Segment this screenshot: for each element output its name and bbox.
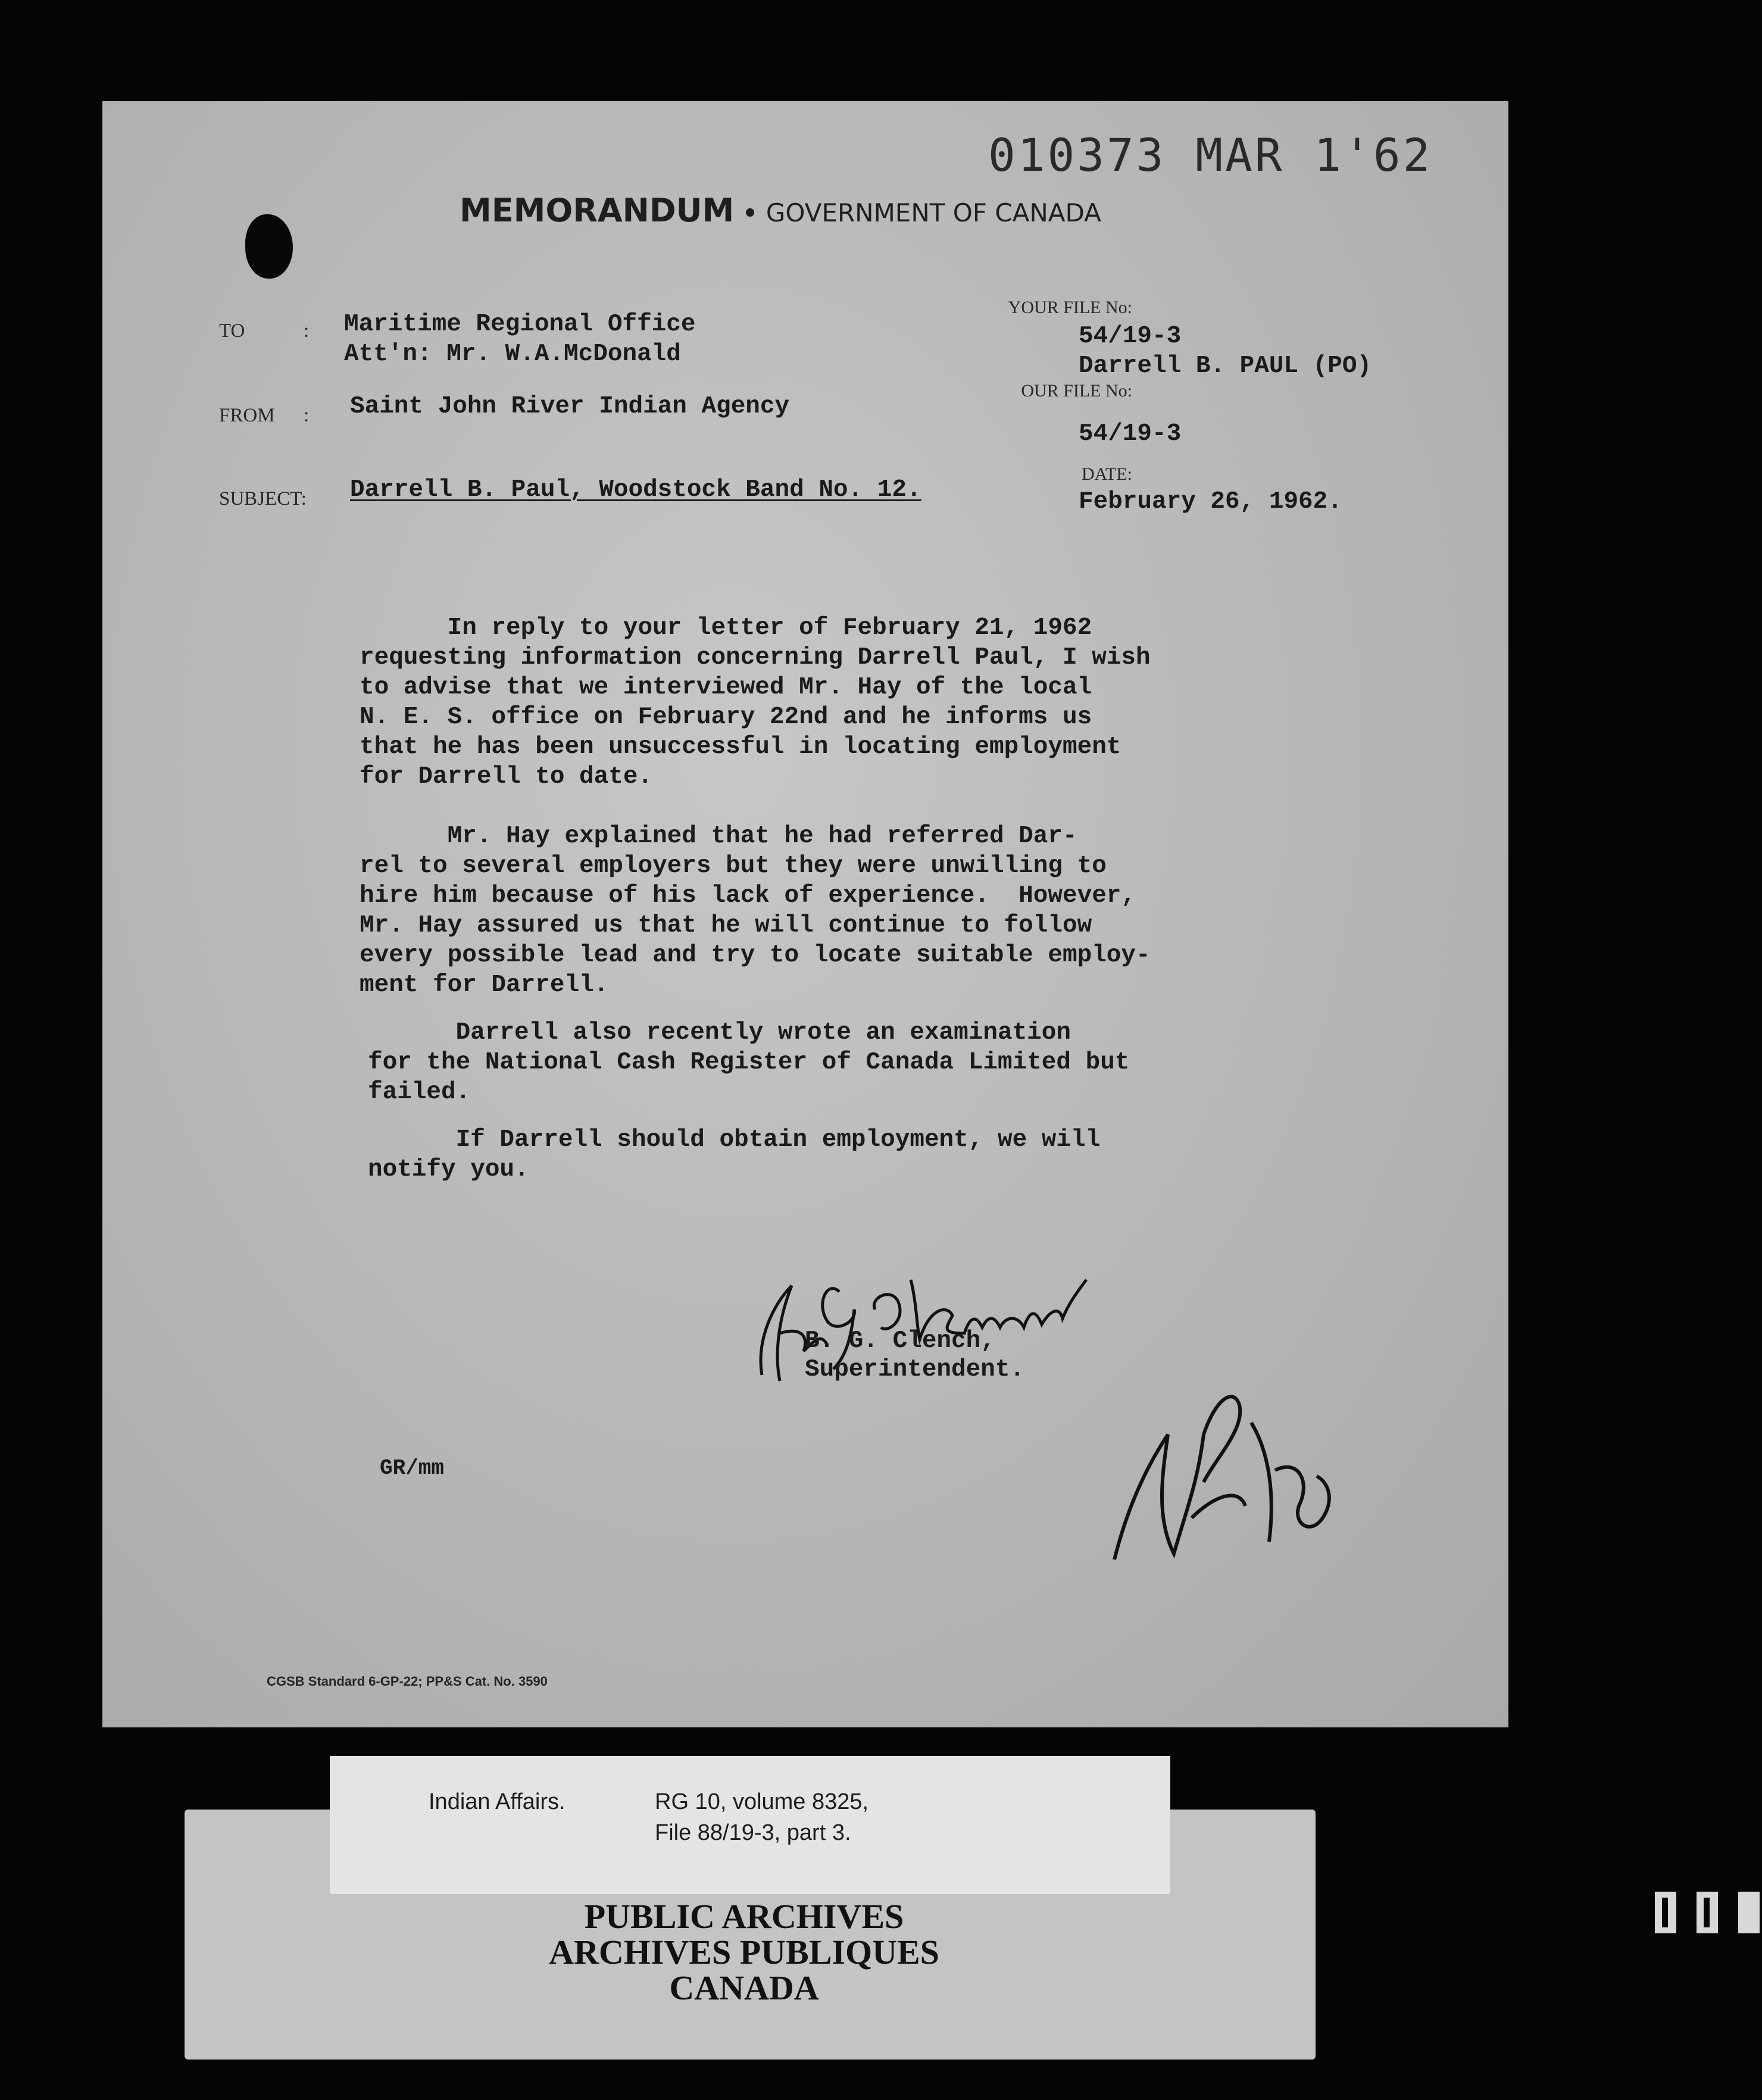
- department-label: Indian Affairs.: [429, 1789, 566, 1814]
- memo-subtitle: GOVERNMENT OF CANADA: [766, 198, 1101, 227]
- to-label: TO: [219, 320, 245, 342]
- your-file-line-2: Darrell B. PAUL (PO): [1079, 352, 1372, 380]
- record-group-line: RG 10, volume 8325,: [655, 1789, 869, 1814]
- body-paragraph-2: Mr. Hay explained that he had referred Dar- rel to several employers but they were unwilling to hire him because of his lack of experience. However, Mr. Hay assured us that he will continue to follow every possible lead and try to locate suitable employ- ment for Darrell.: [360, 823, 1151, 999]
- date-value: February 26, 1962.: [1079, 488, 1342, 515]
- punch-hole: [245, 214, 293, 279]
- archive-reference-label: [330, 1756, 1170, 1894]
- our-file-value: 54/19-3: [1079, 420, 1182, 448]
- to-line-1: Maritime Regional Office: [344, 311, 696, 338]
- to-line-2: Att'n: Mr. W.A.McDonald: [344, 340, 681, 368]
- subject-value: Darrell B. Paul, Woodstock Band No. 12.: [350, 476, 921, 504]
- separator-dot: •: [742, 200, 758, 227]
- date-label: DATE:: [1082, 464, 1132, 484]
- archive-line-1: PUBLIC ARCHIVES: [584, 1897, 904, 1936]
- your-file-label: YOUR FILE No:: [1008, 298, 1132, 317]
- subject-label: SUBJECT:: [219, 488, 307, 510]
- from-label: FROM: [219, 405, 275, 426]
- received-stamp: 010373 MAR 1'62: [988, 129, 1433, 182]
- our-file-label: OUR FILE No:: [1021, 381, 1132, 401]
- memo-header: [460, 192, 1101, 229]
- typist-initials: GR/mm: [380, 1456, 445, 1480]
- memo-title: MEMORANDUM: [460, 192, 735, 229]
- body-paragraph-1: In reply to your letter of February 21, 1962 requesting information concerning Darrell Paul, I wish to advise that we interviewed Mr. Hay of the local N. E. S. office on February 22nd and he informs us that he has been unsuccessful in locating employment for Darrell to date.: [360, 614, 1151, 790]
- from-colon: :: [304, 405, 310, 426]
- file-line: File 88/19-3, part 3.: [655, 1820, 851, 1845]
- signatory-name: B. G. Clench,: [805, 1327, 995, 1355]
- signatory-title: Superintendent.: [805, 1356, 1025, 1383]
- body-paragraph-4: If Darrell should obtain employment, we will notify you.: [368, 1126, 1101, 1183]
- handwritten-initials: [1096, 1363, 1370, 1613]
- memo-sheet: [102, 101, 1508, 1727]
- body-paragraph-3: Darrell also recently wrote an examination for the National Cash Register of Canada Limited but failed.: [368, 1019, 1130, 1106]
- archive-line-2: ARCHIVES PUBLIQUES: [549, 1933, 939, 1971]
- your-file-line-1: 54/19-3: [1079, 323, 1182, 350]
- from-value: Saint John River Indian Agency: [350, 393, 790, 420]
- form-number: CGSB Standard 6-GP-22; PP&S Cat. No. 3590: [267, 1674, 548, 1689]
- archive-line-3: CANADA: [669, 1968, 819, 2007]
- to-colon: :: [304, 320, 310, 342]
- film-edge-marks: [1655, 1886, 1762, 1939]
